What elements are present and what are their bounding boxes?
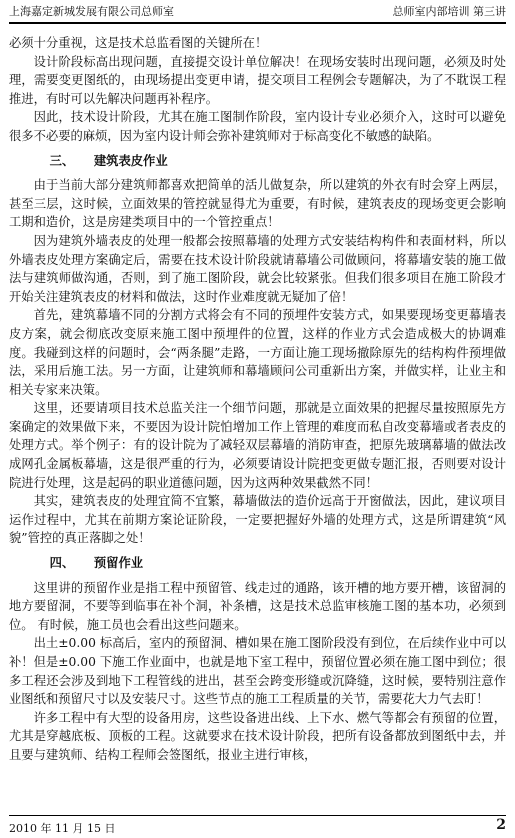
section-title: 建筑表皮作业	[93, 152, 168, 168]
section-heading-3	[9, 152, 506, 171]
section-heading-4	[9, 554, 506, 573]
section-number: 三、	[49, 152, 75, 168]
paragraph: 出土±0.00 标高后，室内的预留洞、槽如果在施工图阶段没有到位，在后续作业中可以补！但是±0.00 下施工作业面中，也就是地下室工程中，预留位置必须在施工图中到位；很多工程还会涉及到地下工程管线的进出，甚至会跨变形缝或沉降缝，这时候，要特别注意作业图纸和预留尺寸以及安装尺寸。这些节点的施工工程质量的关节，需要花大力气去盯！	[9, 636, 506, 707]
header-lecture: 总师室内部培训 第三讲	[392, 5, 506, 18]
paragraph: 这里讲的预留作业是指工程中预留管、线走过的通路，该开槽的地方要开槽，该留洞的地方要留洞，不要等到临事在补个洞，补条槽，这是技术总监审核施工图的基本功，必须到位。 有时候，施工员也会看出这些问题来。	[9, 580, 506, 632]
paragraph: 首先，建筑幕墙不同的分割方式将会有不同的预埋件安装方式，如果要现场变更幕墙表皮方案，就会彻底改变原来施工图中预埋件的位置，这样的作业方式会造成极大的协调难度。我碰到这样的问题时，会“两条腿”走路，一方面让施工现场撤除原先的结构构件预埋做法，采用后施工法。另一方面，让建筑师和幕墙顾问公司重新出方案，并做实样，让业主和相关专家来决策。	[9, 308, 506, 397]
document-body	[9, 34, 506, 765]
page-header	[9, 3, 506, 24]
section-number: 四、	[49, 555, 75, 571]
paragraph: 许多工程中有大型的设备用房，这些设备进出线、上下水、燃气等都会有预留的位置，尤其是穿越底板、顶板的工程。这就要求在技术设计阶段，把所有设备都放到图纸中去，并且要与建筑师、结构工程师会签图纸，报业主进行审核，	[9, 710, 506, 762]
paragraph: 因此，技术设计阶段，尤其在施工图制作阶段，室内设计专业必须介入，这时可以避免很多不必要的麻烦，因为室内设计师会弥补建筑师对于标高变化不敏感的缺陷。	[9, 110, 506, 143]
footer-date: 2010 年 11 月 15 日	[9, 822, 116, 835]
section-title: 预留作业	[93, 555, 144, 571]
paragraph: 由于当前大部分建筑师都喜欢把简单的活儿做复杂，所以建筑的外衣有时会穿上两层，甚至三层，这时候，立面效果的管控就显得尤为重要，有时候，建筑表皮的现场变更会影响工期和造价，这是房建类项目中的一个管控重点！	[9, 178, 506, 230]
page-number: 2	[496, 817, 506, 833]
paragraph: 因为建筑外墙表皮的处理一般都会按照幕墙的处理方式安装结构构件和表面材料，所以外墙表皮处理方案确定后，需要在技术设计阶段就请幕墙公司做顾问，将幕墙安装的施工做法与建筑师做沟通，否则，到了施工图阶段，就会比较紧张。但我们很多项目在施工阶段才开始关注建筑表皮的材料和做法，这时作业难度就无疑加了倍！	[9, 233, 506, 304]
paragraph: 设计阶段标高出现问题，直接提交设计单位解决！在现场安装时出现问题，必须及时处理，需要变更图纸的，由现场提出变更申请，提交项目工程例会专题解决，为了不耽误工程推进，有时可以先解决问题再补程序。	[9, 54, 506, 106]
page-footer	[9, 815, 506, 836]
paragraph: 这里，还要请项目技术总监关注一个细节问题，那就是立面效果的把握尽量按照原先方案确定的效果做下来，不要因为设计院怕增加工作上管理的难度而私自改变幕墙或者表皮的处理方式。举个例子：有的设计院为了减轻双层幕墙的消防审查，把原先玻璃幕墙的做法改成网孔金属板幕墙，这是很严重的行为，必须要请设计院把变更做专题汇报，否则要对设计院进行处理，这是起码的职业道德问题，因为这两种效果截然不同！	[9, 401, 506, 490]
header-company: 上海嘉定新城发展有限公司总师室	[9, 5, 174, 18]
paragraph: 其实，建筑表皮的处理宜简不宜繁，幕墙做法的造价远高于开窗做法，因此，建议项目运作过程中，尤其在前期方案论证阶段，一定要把握好外墙的处理方式，这是所谓建筑“风貌”管控的真正落脚之处！	[9, 494, 506, 546]
paragraph: 必须十分重视，这是技术总监看图的关键所在！	[9, 36, 268, 50]
